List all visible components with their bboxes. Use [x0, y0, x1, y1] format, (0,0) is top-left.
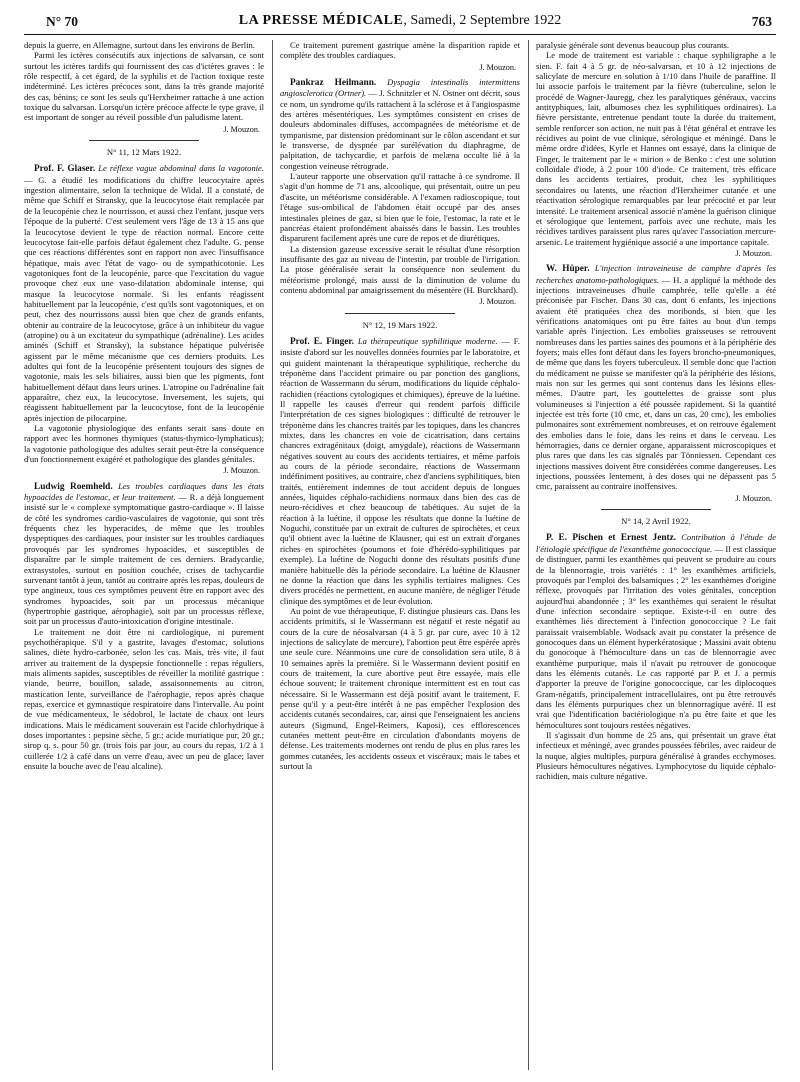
article-columns	[24, 40, 776, 1070]
running-title	[24, 13, 776, 29]
abstract-lead	[280, 77, 520, 171]
author: Prof. E. Finger.	[290, 336, 355, 347]
separator	[601, 509, 711, 510]
separator	[345, 313, 455, 314]
abstract-lead	[536, 263, 776, 492]
signature: J. Mouzon.	[479, 62, 516, 72]
signature: J. Mouzon.	[223, 124, 260, 134]
abstract-title: La thérapeutique syphilitique moderne.	[357, 335, 498, 346]
abstract-roemheld	[24, 481, 264, 772]
page-number: 763	[751, 14, 772, 29]
abstract-text: — F. insiste d'abord sur les nouvelles données fournies par le laboratoire, et qui guident maintenant la thérapeutique syphilitique, recherche du tréponème dans l'accident primaire ou par ponction des ganglions, réaction de Wassermann du sérum, modifications du liquide céphalo-rachidien (réactions cytologiques et chimiques), épreuve de la luétine. Il rappelle les causes d'erreur qui rendent parfois difficile l'interprétation de ces signes biologiques : difficulté de retrouver le tréponème dans les chancres traités par les topiques, dans les chancres mixtes, dans les chancres en voie de cicatrisation, dans certains chancres extragénitaux (doigt, amygdale), réactions de Wassermann négatives souvent au cours des accidents tertiaires, et même parfois au cours de la période secondaire, réactions de Wassermann indéfiniment positives, au contraire, chez d'anciens syphilitiques, bien traités, entièrement indemnes de tout accident depuis de longues années, liquides céphalo-rachidiens normaux dans bien des cas de neuro-récidives et chez beaucoup de tabétiques. Au sujet de la réaction à la luétine, il oppose les résultats que donne la luétine de Noguchi, constituée par un extrait de cultures de spirochètes, et ceux qu'il obtient avec la luétine de Klausner, qui est un extrait d'organes riches en spirochètes (poumons et foie d'hérédo-syphilitiques par exemple). La luétine de Noguchi donne des résultats positifs d'une manière habituelle dès la période secondaire. La luétine de Klausner ne donne la réaction que dans les syphilis tertiaires malignes. Ces divers procédés ne permettent, en aucune manière, de négliger l'étude clinique des symptômes et de leur évolution.	[280, 335, 520, 606]
abstract-text: — J. Schnitzler et N. Ostner ont décrit, sous ce nom, un syndrome qu'ils rattachent à la sclérose et à l'angiospasme des artères mésentériques. Les symptômes consistent en crises de douleurs abdominales diffuses, accompagnées de météorisme et de tympanisme, par distension prédominant sur le côlon ascendant et sur le transverse, de dyspnée par surélévation du diaphragme, de palpitation, de tachycardie, et parfois de melæna occulte lié à la congestion veineuse rétrograde.	[280, 88, 520, 171]
page-header	[24, 12, 776, 35]
issue-heading: N° 12, 19 Mars 1922.	[362, 319, 438, 330]
paragraph: Le traitement ne doit être ni cardiologique, ni purement psychothérapique. S'il y a gastrite, lavages d'estomac, solutions salines, diète hydro-carbonée, selon les cas. Mais, très vite, il faut arriver au traitement de la dyspepsie fonctionnelle : repas réguliers, mais aliments sapides, susceptibles de réveiller la motilité gastrique : viande, beurre, bouillon, salade, assaisonnements au citron, mastication lente, surveillance de l'aérophagie, repos après chaque repas, exercice et gymnastique respiratoire dans l'intervalle. Au point de vue médicamenteux, le sédobrol, le lactate de chaux ont leurs indications. Mais le médicament souverain est l'acide chlorhydrique à doses importantes : pepsine sèche, 5 gr.; acide muriatique pur, 20 gr.; sirop q. s. pour 50 gr. (trois fois par jour, au cours du repas, 1/2 à 1 cuillerée 1/2 à café dans un verre d'eau, avec un peu de glace; laver ensuite la bouche avec de l'eau alcaline).	[24, 626, 264, 772]
column-middle	[280, 40, 520, 1070]
signature: J. Mouzon.	[479, 297, 516, 307]
paragraph: Il s'agissait d'un homme de 25 ans, qui présentait un grave état infectieux et méningé, avec grandes poussées fébriles, avec raideur de la nuque, algies multiples, purpura généralisé à grandes ecchymoses. Plusieurs hémocultures négatives. Lymphocytose du liquide céphalo-rachidien, mais culture négative.	[536, 730, 776, 782]
signature: J. Mouzon.	[735, 493, 772, 503]
paragraph: La vagotonie physiologique des enfants serait sans doute en rapport avec les hormones thymiques (status-thymico-lymphaticus); la vagotonie pathologique des adultes serait peut-être la conséquence d'un fonctionnement exagéré et pathologique des glandes génitales.	[24, 423, 264, 465]
abstract-finger	[280, 336, 520, 771]
signature: J. Mouzon.	[735, 248, 772, 258]
abstract-title: Le réflexe vague abdominal dans la vagotonie.	[98, 163, 264, 174]
author: W. Hüper.	[546, 264, 590, 275]
paragraph: depuis la guerre, en Allemagne, surtout dans les environs de Berlin.	[24, 40, 255, 50]
issue-date: , Samedi, 2 Septembre 1922	[403, 13, 562, 28]
author: Ludwig Roemheld.	[34, 481, 113, 492]
abstract-lead	[24, 163, 264, 423]
paragraph: L'auteur rapporte une observation qu'il rattache à ce syndrome. Il s'agit d'un homme de 71 ans, alcoolique, qui présentait, outre un peu d'ascite, un météorisme considérable. A l'examen radioscopique, tout l'étage sus-ombilical de l'abdomen était occupé par des anses intestinales pleines de gaz, si bien que le foie, l'estomac, la rate et le pancréas étaient profondément abaissés dans le bassin. Les troubles disparurent facilement après une cure de repos et de diurétiques.	[280, 171, 520, 244]
issue-heading: N° 11, 12 Mars 1922.	[106, 147, 182, 158]
author: Prof. F. Glaser.	[34, 164, 96, 175]
issue-number: N° 70	[46, 14, 79, 29]
journal-name: LA PRESSE MÉDICALE	[238, 13, 404, 28]
author: P. E. Pischen et Ernest Jentz.	[546, 533, 677, 544]
column-rule	[528, 40, 529, 1070]
author: Pankraz Heilmann.	[290, 78, 377, 89]
paragraph: La distension gazeuse excessive serait le résultat d'une résorption insuffisante des gaz au niveau de l'intestin, par trouble de l'irrigation. La ptose généralisée serait la conséquence non seulement du météorisme prolongé, mais aussi de la diminution de volume du contenu abdominal par amaigrissement du mésentère (H. Burckhard).	[280, 243, 520, 295]
abstract-heilmann	[280, 77, 520, 308]
abstract-text: — R. a déjà longuement insisté sur le « complexe symptomatique gastro-cardiaque ». Il laisse de côté les syndromes cardio-vasculaires de vagotonie, qui sont très fréquents chez les hyperacides, de même que les troubles dyspeptiques des cardiaques, pour insister sur les troubles cardiaques provoqués par les syndromes hypoacides, et susceptibles de disparaître par le simple traitement de ces derniers. Bradycardie, extrasystoles, surtout en position couchée, crises de tachycardie survenant tantôt à jeun, tantôt au contraire après les repas, douleurs de type angineux, tous ces symptômes peuvent être en rapport avec des syndromes hypoacides, soit par un processus mécanique (hypertrophie gastrique, aérophagie), soit par un processus réflexe, soit par un processus d'auto-intoxication d'origine intestinale.	[24, 492, 264, 627]
paragraph: paralysie générale sont devenus beaucoup plus courants.	[536, 40, 729, 50]
abstract-lead	[24, 481, 264, 627]
abstract-title: Dyspagia intestinalis intermittens angiosclerotica (Ortner).	[280, 77, 520, 99]
separator	[89, 140, 199, 141]
abstract-text: — G. a étudié les modifications du chiffre leucocytaire après ingestion alimentaire, selon la technique de Widal. Il a constaté, de même que Schiff et Stransky, que la leucocytose était remplacée par de la leucopénie chez le nourrisson, et aussi chez l'enfant, jusque vers l'époque de la puberté. C'est seulement vers l'âge de 13 à 15 ans que la leucocytose devient le type de réaction normal. Encore cette leucocytose fait-elle parfois défaut également chez l'adulte. G. pense que ces réactions différentes sont en rapport non avec l'insuffisance hépatique, mais avec l'état de vago- ou de sympathicotonie. Les vagotoniques font de la leucopénie, parce que l'excitation du vague provoque chez eux une vaso-dilatation abdominale intense, qui masque la leucocytose normale. Si les enfants réagissent habituellement par la leucopénie, c'est qu'ils sont vagotoniques, et on peut, chez des nourrissons aussi bien que chez de grands enfants, obtenir au contraire de la leucocytose, grâce à un inhibiteur du vague (atropine) ou à un excitateur du sympathique (adrénaline). Les acides aminés (Schiff et Stransky), la substance hépatique pulvérisée agissent par le même mécanisme que ces derniers produits. Les adultes qui font de la leucopénie présentent toujours des signes de vagotonie, mais les sels biliaires, aussi bien que les pigments, font habituellement défaut dans leurs urines. L'atropine ou l'adrénaline fait apparaître, chez eux, la leucocytose. Inversement, les sujets, qui réagissent habituellement par la leucocytose, font de la leucopénie après injection de pilocarpine.	[24, 174, 264, 423]
abstract-pischen-jentz	[536, 532, 776, 781]
column-right	[536, 40, 776, 1070]
abstract-lead	[280, 336, 520, 606]
abstract-title: L'injection intraveineuse de camphre d'après les recherches anatomo-pathologiques.	[536, 263, 776, 285]
paragraph: Parmi les ictères consécutifs aux injections de salvarsan, ce sont surtout les ictères tardifs qui fournissent des cas d'ictères graves : le rôle respectif, à cet égard, de la syphilis et de l'action toxique reste indéterminé. Les ictères précoces sont, dans la très grande majorité des cas, bénins; ce sont les seuls qu'Herxheimer rattache à une action toxique du salvarsan. Lorsqu'un ictère précoce affecte le type grave, il est important de songer au réveil possible d'un paludisme latent.	[24, 50, 264, 123]
issue-heading: N° 14, 2 Avril 1922.	[621, 516, 691, 527]
column-left	[24, 40, 264, 1070]
paragraph: Au point de vue thérapeutique, F. distingue plusieurs cas. Dans les accidents primitifs, si le Wassermann est négatif et reste négatif au cours de la cure de néosalvarsan (4 à 5 gr. par cure, avec 10 à 12 injections de salicylate de mercure), l'abortion peut être espérée après une seule cure. Néanmoins une cure de consolidation sera utile, 8 à 10 semaines après la première. Si le Wassermann devient positif en cours de traitement, la cure abortive peut être essayée, mais elle échoue souvent; le traitement chronique intermittent est en tout cas nécessaire. Si le Wassermann est déjà positif avant le traitement, F. pense qu'il y a peut-être intérêt à ne pas empêcher l'explosion des accidents cutanés secondaires, car, ainsi que l'enseignaient les anciens auteurs (Sigmund, Engel-Reimers, Kaposi), ces efflorescences cutanées mettent peut-être en circulation d'abondants moyens de défense. Les traitements modernes ont rendu de plus en plus rares les gommes cutanées, les accidents osseux et viscéraux; mais le tabes et surtout la	[280, 605, 520, 772]
abstract-title: Les troubles cardiaques dans les états hypoacides de l'estomac, et leur traitement.	[24, 480, 264, 503]
abstract-huper	[536, 263, 776, 504]
abstract-text: — H. a appliqué la méthode des injections intraveineuses d'huile camphrée, telle qu'elle a été préconisée par Fischer. Dans 30 cas, dont 6 enfants, les injections avaient été pratiquées chez des moribonds, si bien que les vérifications anatomiques ont pu être faites au bout d'un temps variable après l'injection. Les embolies graisseuses se retrouvent nombreuses dans les parties saines des poumons et à la périphérie des foyers; mais elles font défaut dans les foyers broncho-pneumoniques, de même que dans les foyers tuberculeux. Il semble donc que l'action du médicament ne puisse se manifester qu'à la périphérie des lésions, mais non sur les germes qui sont contenus dans les lésions elles-mêmes. D'autre part, les gouttelettes de graisse sont plus volumineuses si l'injection a été poussée rapidement. Si la quantité injectée est très forte (10 cmc, et, dans un cas, 20 cmc), les embolies pulmonaires sont extrêmement nombreuses, et on retrouve également des embolies dans le foie, dans les reins et dans le cerveau. Les hémorragies, dans ce dernier organe, apparaissent microscopiques et plus rares que dans les cas signalés par Tönniessen. Cependant ces injections massives doivent être considérées comme dangereuses. Les injections, poussées lentement, à des doses qui ne dépassent pas 5 cmc, paraissent au contraire inoffensives.	[536, 274, 776, 492]
abstract-title: Contribution à l'étude de l'étiologie spécifique de l'exanthème gonococcique.	[536, 532, 776, 554]
paragraph: Ce traitement purement gastrique amène la disparition rapide et complète des troubles cardiaques.	[280, 40, 520, 61]
abstract-glaser	[24, 163, 264, 476]
paragraph: Le mode de traitement est variable : chaque syphiligraphe a le sien. F. fait 4 à 5 gr. de néo-salvarsan, et 10 à 12 injections de salicylate de mercure en solution à 1/10 dans l'huile de paraffine. Il lui associe parfois le traitement par la fièvre (tuberculine, selon le procédé de Wagner-Jauregg, chez les paralytiques généraux, vaccins antityphiques, lait, albumoses chez les syphilitiques ordinaires). La fièvre persistante, entretenue pendant toute la durée du traitement, semble renforcer son action, ne nuit pas à l'état général et entrave les récidives au point de vue clinique, sérologique et méningé. Dans le même ordre d'idées, Kyrle et Hannes ont essayé, dans la clinique de Finger, le traitement par le « mirion » de Benko : c'est une solution colloïdale d'iode, à 2 pour 100 d'iode. Ce traitement, très efficace dans les accidents tertiaires, produit, chez les syphilitiques secondaires ou latents, une réaction d'Herxheimer cutanée et une réactivation sérologique remarquables par leur précocité et par leur intensité. Le traitement arsenical associé n'amène la guérison clinique et sérologique que lentement, parfois avec une rechute, mais les récidives tardives paraissent plus rares qu'avec l'association mercure-arsenic. Le traitement hygiénique associé a une importance capitale.	[536, 50, 776, 247]
abstract-text: — Il est classique de distinguer, parmi les exanthèmes qui peuvent se produire au cours de la blennorragie, trois variétés : 1° les exanthèmes artificiels, provoqués par l'emploi des balsamiques ; 2° les exanthèmes d'origine réflexe, provoqués par l'irritation des voies génitales, conception aujourd'hui abandonnée ; 3° les exanthèmes qui seraient le résultat d'une infection secondaire septique. Existe-t-il en outre des exanthèmes liés directement à l'infection gonococcique ? Le fait paraissait vraisemblable. Wodsack avait pu constater la présence de gonocoques dans un élément hyperkératosique ; Massini avait obtenu du gonocoque à l'hémoculture dans un cas de blennorragie avec exanthème purpurique, mais il n'avait pu retrouver de gonocoque dans les éléments cutanés. Le cas rapporté par P. et J. a permis d'apporter la preuve de l'origine gonococcique, car les diplocoques Gram-négatifs, principalement intracellulaires, ont pu être retrouvés dans les éléments purpuriques chez un blennorragique avéré. Il est vrai que l'identification bactériologique n'a pu être faite et que les hémocultures sont toujours restées négatives.	[536, 543, 776, 730]
signature: J. Mouzon.	[223, 466, 260, 476]
abstract-lead	[536, 532, 776, 730]
column-rule	[272, 40, 273, 1070]
